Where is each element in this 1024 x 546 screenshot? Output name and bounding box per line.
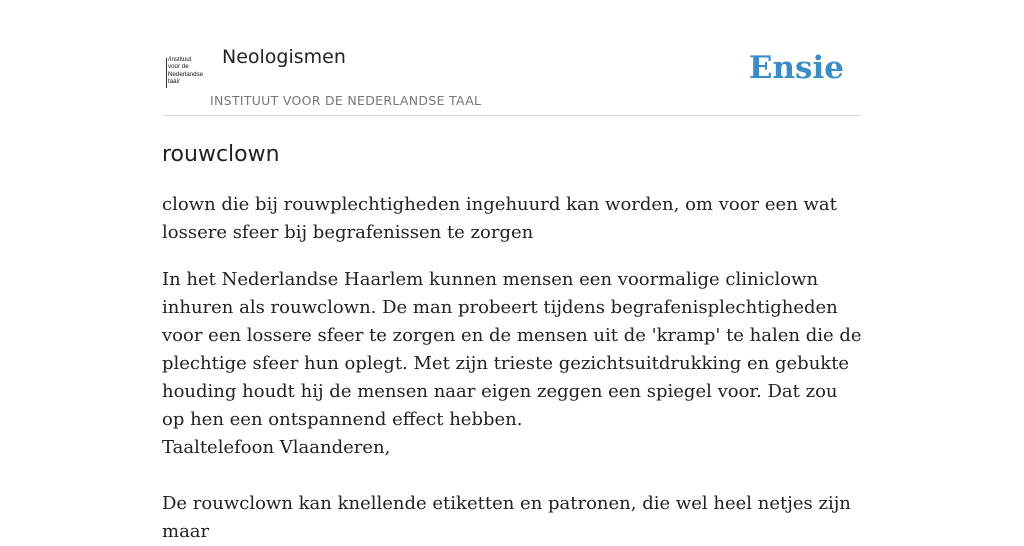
blank-line	[162, 462, 862, 490]
example-source: Taaltelefoon Vlaanderen,	[162, 437, 391, 458]
example-second-paragraph: De rouwclown kan knellende etiketten en patronen, die wel heel netjes zijn maar	[162, 493, 851, 542]
ensie-logo-link[interactable]: Ensie	[748, 50, 844, 86]
entry-example	[162, 266, 862, 546]
logo-text: /Instituut voor de Nederlandse taal/	[168, 56, 204, 85]
page-header	[162, 40, 862, 116]
site-title[interactable]: Neologismen	[222, 46, 346, 68]
entry-term: rouwclown	[162, 142, 280, 167]
logo-slash-line	[166, 58, 167, 88]
entry-content	[162, 140, 862, 546]
example-paragraph: In het Nederlandse Haarlem kunnen mensen een voormalige cliniclown inhuren als rouwclown. De man probeert tijdens begrafenisplechtigheden voor een lossere sfeer te zorgen en de mensen uit de 'kramp' te halen die de plechtige sfeer hun oplegt. Met zijn trieste gezichtsuitdrukking en gebukte houding houdt hij de mensen naar eigen zeggen een spiegel voor. Dat zou op hen een ontspannend effect hebben.	[162, 269, 862, 430]
institute-logo[interactable]	[166, 56, 206, 90]
site-subtitle: INSTITUUT VOOR DE NEDERLANDSE TAAL	[210, 93, 482, 108]
entry-definition: clown die bij rouwplechtigheden ingehuurd kan worden, om voor een wat lossere sfeer bij begrafenissen te zorgen	[162, 194, 837, 243]
